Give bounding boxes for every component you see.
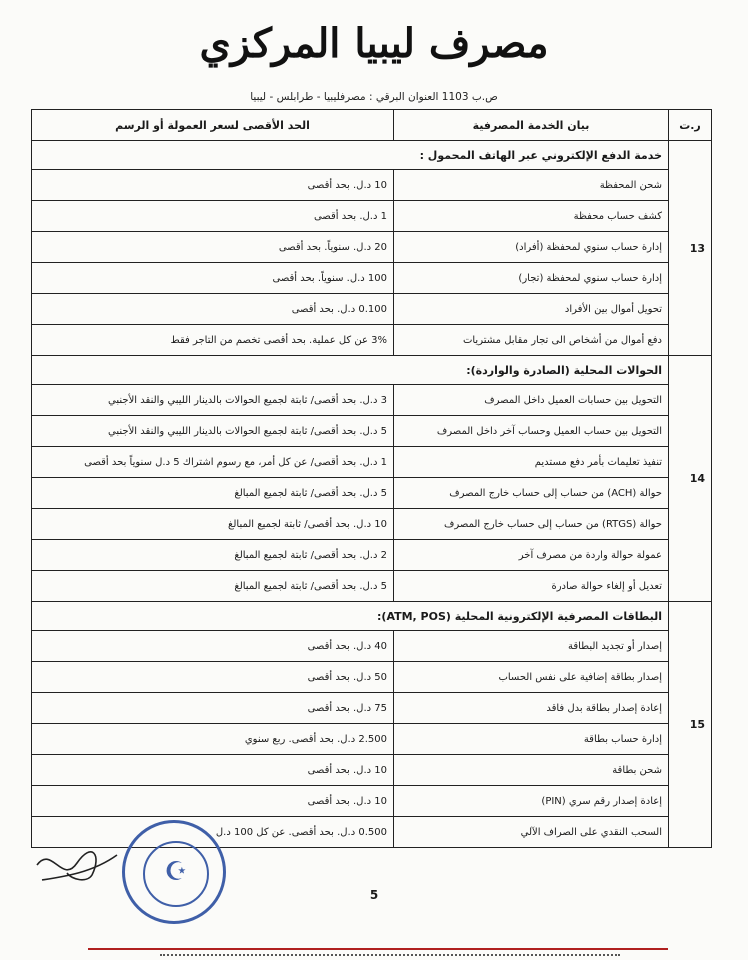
table-row [32,263,712,294]
fee-cell: 0.500 د.ل. بحد أقصى. عن كل 100 د.ل [32,817,394,848]
service-cell: تعديل أو إلغاء حوالة صادرة [394,571,669,602]
fee-cell: 1 د.ل. بحد أقصى [32,201,394,232]
section-number: 13 [669,141,712,356]
fee-cell: 10 د.ل. بحد أقصى [32,170,394,201]
table-row [32,631,712,662]
table-row [32,755,712,786]
service-cell: التحويل بين حسابات العميل داخل المصرف [394,385,669,416]
table-row [32,325,712,356]
fee-cell: 3% عن كل عملية. بحد أقصى تخصم من التاجر فقط [32,325,394,356]
section-row [32,141,712,170]
service-cell: التحويل بين حساب العميل وحساب آخر داخل المصرف [394,416,669,447]
bank-logo: مصرف ليبيا المركزي [199,20,549,67]
service-cell: إدارة حساب سنوي لمحفظة (تجار) [394,263,669,294]
service-cell: إدارة حساب بطاقة [394,724,669,755]
fee-cell: 3 د.ل. بحد أقصى/ ثابتة لجميع الحوالات بالدينار الليبي والنقد الأجنبي [32,385,394,416]
fee-cell: 10 د.ل. بحد أقصى [32,786,394,817]
section-number: 15 [669,602,712,848]
table-row [32,478,712,509]
table-row [32,232,712,263]
service-cell: دفع أموال من أشخاص الى تجار مقابل مشتريات [394,325,669,356]
fee-cell: 0.100 د.ل. بحد أقصى [32,294,394,325]
fee-cell: 5 د.ل. بحد أقصى/ ثابتة لجميع المبالغ [32,478,394,509]
service-cell: شحن المحفظة [394,170,669,201]
fee-table [31,109,712,848]
table-row [32,201,712,232]
column-header-service: بيان الخدمة المصرفية [394,110,669,141]
section-title: الحوالات المحلية (الصادرة والواردة): [32,356,669,385]
fee-cell: 20 د.ل. سنوياً. بحد أقصى [32,232,394,263]
section-row [32,356,712,385]
footer-rule [88,948,668,950]
fee-cell: 5 د.ل. بحد أقصى/ ثابتة لجميع الحوالات بالدينار الليبي والنقد الأجنبي [32,416,394,447]
table-row [32,416,712,447]
table-header-row [32,110,712,141]
signature [32,835,122,890]
bank-address: ص.ب 1103 العنوان البرقي : مصرفليبيا - طرابلس - ليبيا [250,91,498,103]
section-title: خدمة الدفع الإلكتروني عبر الهاتف المحمول : [32,141,669,170]
fee-cell: 50 د.ل. بحد أقصى [32,662,394,693]
fee-cell: 10 د.ل. بحد أقصى [32,755,394,786]
table-row [32,509,712,540]
footer-contact-line [160,954,620,960]
column-header-number: ر.ت [669,110,712,141]
fee-cell: 1 د.ل. بحد أقصى/ عن كل أمر، مع رسوم اشتراك 5 د.ل سنوياً بحد أقصى [32,447,394,478]
service-cell: تحويل أموال بين الأفراد [394,294,669,325]
service-cell: حوالة (RTGS) من حساب إلى حساب خارج المصرف [394,509,669,540]
service-cell: إعادة إصدار رقم سري (PIN) [394,786,669,817]
table-row [32,540,712,571]
fee-cell: 2.500 د.ل. بحد أقصى. ربع سنوي [32,724,394,755]
table-row [32,693,712,724]
service-cell: السحب النقدي على الصراف الآلي [394,817,669,848]
fee-cell: 75 د.ل. بحد أقصى [32,693,394,724]
page-number: 5 [369,888,379,902]
service-cell: حوالة (ACH) من حساب إلى حساب خارج المصرف [394,478,669,509]
fee-table-body [32,141,712,848]
fee-cell: 5 د.ل. بحد أقصى/ ثابتة لجميع المبالغ [32,571,394,602]
table-row [32,447,712,478]
official-stamp [122,820,226,924]
section-title: البطاقات المصرفية الإلكترونية المحلية (ATM, POS): [32,602,669,631]
fee-cell: 100 د.ل. سنوياً. بحد أقصى [32,263,394,294]
service-cell: إدارة حساب سنوي لمحفظة (أفراد) [394,232,669,263]
table-row [32,571,712,602]
crescent-star-icon: ☪ [164,857,188,887]
service-cell: تنفيذ تعليمات بأمر دفع مستديم [394,447,669,478]
section-row [32,602,712,631]
service-cell: كشف حساب محفظة [394,201,669,232]
table-row [32,662,712,693]
table-row [32,170,712,201]
fee-cell: 2 د.ل. بحد أقصى/ ثابتة لجميع المبالغ [32,540,394,571]
table-row [32,786,712,817]
service-cell: إصدار بطاقة إضافية على نفس الحساب [394,662,669,693]
table-row [32,724,712,755]
column-header-fee: الحد الأقصى لسعر العمولة أو الرسم [32,110,394,141]
fee-cell: 10 د.ل. بحد أقصى/ ثابتة لجميع المبالغ [32,509,394,540]
service-cell: إعادة إصدار بطاقة بدل فاقد [394,693,669,724]
section-number: 14 [669,356,712,602]
fee-cell: 40 د.ل. بحد أقصى [32,631,394,662]
service-cell: إصدار أو تجديد البطاقة [394,631,669,662]
service-cell: شحن بطاقة [394,755,669,786]
table-row [32,385,712,416]
service-cell: عمولة حوالة واردة من مصرف آخر [394,540,669,571]
table-row [32,294,712,325]
